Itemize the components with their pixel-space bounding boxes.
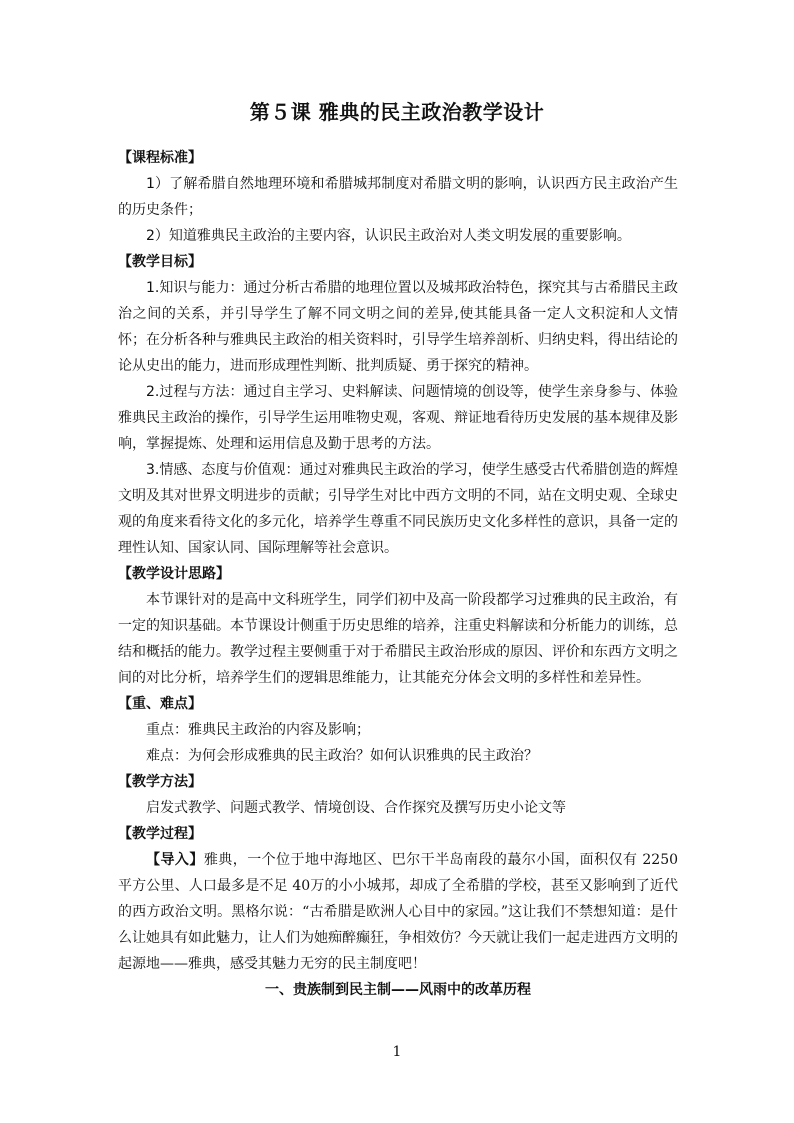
intro-paragraph (118, 847, 678, 977)
difficult-point-paragraph: 难点：为何会形成雅典的民主政治？如何认识雅典的民主政治？ (146, 748, 538, 764)
intro-text: 雅典，一个位于地中海地区、巴尔干半岛南段的蕞尔小国，面积仅有 2250 平方公里、人口最多是不足 40万的小小城邦，却成了全希腊的学校，甚至又影响到了近代的西方政治文明。黑格尔说：“古希腊是欧洲人心目中的家园。”这让我们不禁想知道：是什么让她具有如此魅力，让人们为她痴醉癫狂，争相效仿？今天就让我们一起走进西方文明的起源地——雅典，感受其魅力无穷的民主制度吧！ (118, 852, 679, 972)
heading-design-approach: 【教学设计思路】 (118, 566, 230, 582)
standard-paragraph-2: 2）知道雅典民主政治的主要内容，认识民主政治对人类文明发展的重要影响。 (146, 228, 631, 244)
goals-paragraph-3: 3.情感、态度与价值观：通过对雅典民主政治的学习，使学生感受古代希腊创造的辉煌文明及其对世界文明进步的贡献；引导学生对比中西方文明的不同，站在文明史观、全球史观的角度来看待文化的多元化，培养学生尊重不同民族历史文化多样性的意识，具备一定的理性认知、国家认同、国际理解等社会意识。 (118, 462, 678, 556)
document-body (118, 145, 678, 1003)
goals-paragraph-1: 1.知识与能力：通过分析古希腊的地理位置以及城邦政治特色，探究其与古希腊民主政治之间的关系，并引导学生了解不同文明之间的差异,使其能具备一定人文积淀和人文情怀；在分析各种与雅典民主政治的相关资料时，引导学生培养剖析、归纳史料，得出结论的论从史出的能力，进而形成理性判断、批判质疑、勇于探究的精神。 (118, 280, 678, 374)
goals-paragraph-2: 2.过程与方法：通过自主学习、史料解读、问题情境的创设等，使学生亲身参与、体验雅典民主政治的操作，引导学生运用唯物史观，客观、辩证地看待历史发展的基本规律及影响，掌握提炼、处理和运用信息及勤于思考的方法。 (118, 384, 678, 452)
design-paragraph-1: 本节课针对的是高中文科班学生，同学们初中及高一阶段都学习过雅典的民主政治，有一定的知识基础。本节课设计侧重于历史思维的培养，注重史料解读和分析能力的训练，总结和概括的能力。教学过程主要侧重于对于希腊民主政治形成的原因、评价和东西方文明之间的对比分析，培养学生们的逻辑思维能力，让其能充分体会文明的多样性和差异性。 (118, 592, 678, 686)
heading-curriculum-standard: 【课程标准】 (118, 150, 202, 166)
intro-label: 【导入】 (146, 852, 204, 868)
heading-teaching-methods: 【教学方法】 (118, 774, 202, 790)
page-title: 第５课 雅典的民主政治教学设计 (249, 100, 545, 124)
key-point-paragraph: 重点：雅典民主政治的内容及影响； (146, 722, 370, 738)
methods-paragraph-1: 启发式教学、问题式教学、情境创设、合作探究及撰写历史小论文等 (146, 800, 566, 816)
section-1-title: 一、贵族制到民主制——风雨中的改革历程 (265, 982, 531, 998)
standard-paragraph-1: 1）了解希腊自然地理环境和希腊城邦制度对希腊文明的影响，认识西方民主政治产生的历史条件； (118, 176, 678, 218)
page-number: 1 (392, 1044, 402, 1060)
heading-key-points: 【重、难点】 (118, 696, 202, 712)
heading-teaching-goals: 【教学目标】 (118, 254, 202, 270)
heading-teaching-process: 【教学过程】 (118, 826, 202, 842)
